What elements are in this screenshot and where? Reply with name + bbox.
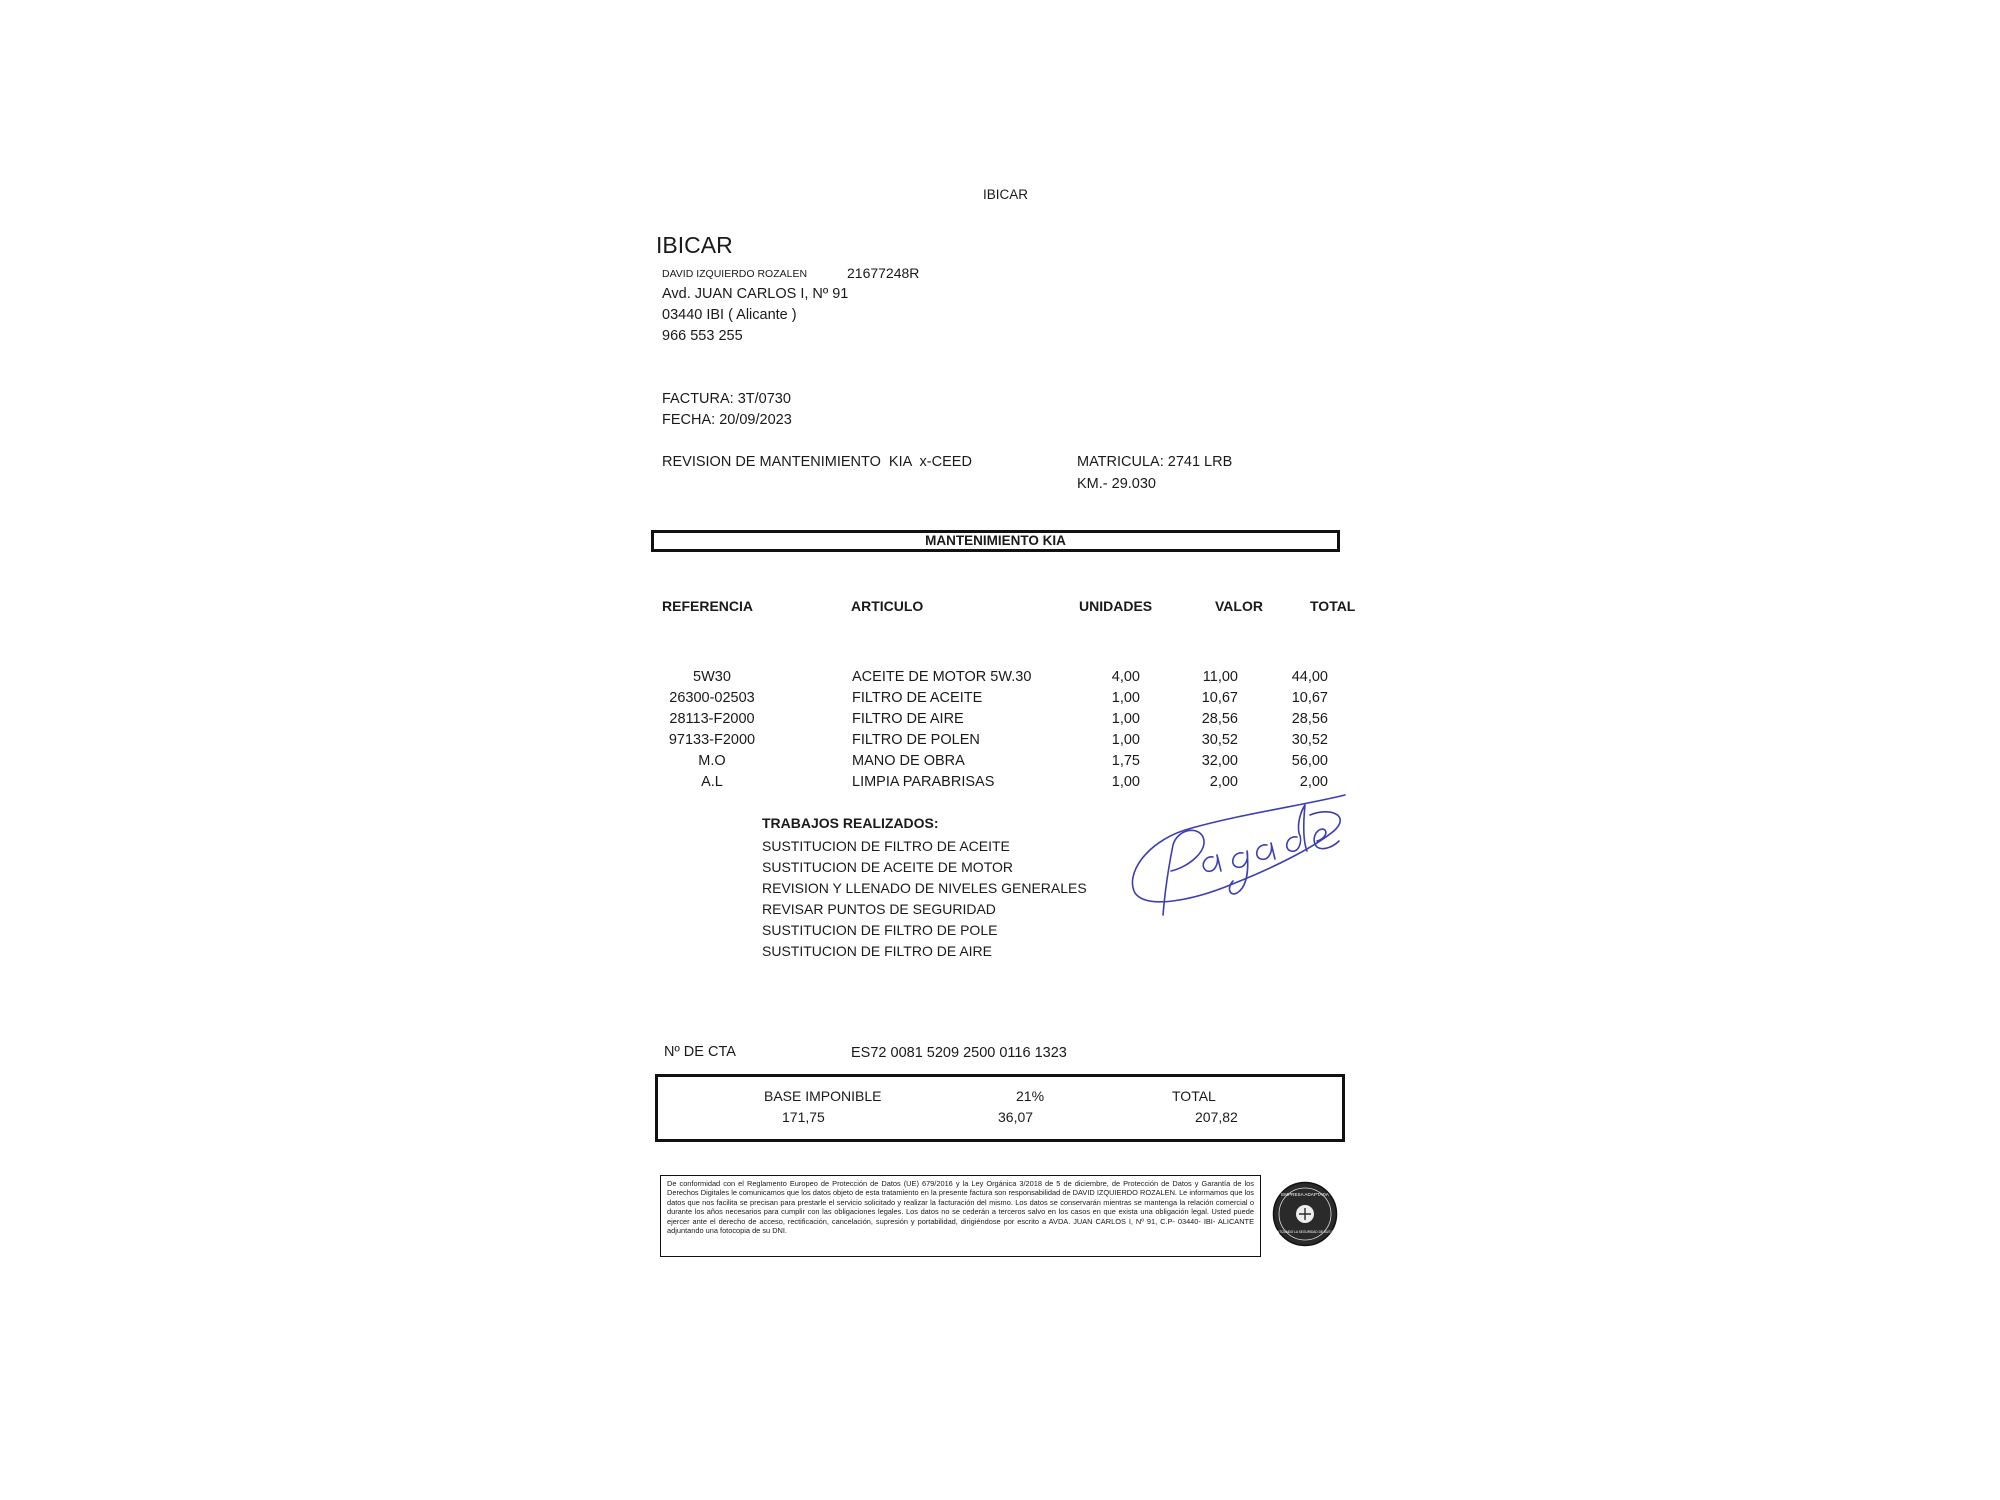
works-item: SUSTITUCION DE FILTRO DE POLE [762,922,998,938]
header-total: TOTAL [1310,598,1356,614]
row-ref: M.O [698,753,726,769]
data-protection-notice: De conformidad con el Reglamento Europeo de Protección de Datos (UE) 679/2016 y la Ley Orgánica 3/2018 de 5 de diciembre, de Protección de Datos y Garantía de los Derechos Digitales le comunicamos que los datos objeto de esta tratamiento en la presente factura son responsabilidad de DAVID IZQUIERDO ROZALEN. Le informamos que los datos que nos facilita se precisan para prestarle el servicio solicitado y realizar la facturación del mismo. Los datos se conservarán mientras se mantenga la relación comercial o durante los años necesarios para cumplir con las obligaciones legales. Los datos no se cederán a terceros salvo en los casos en que exista una obligación legal. Usted puede ejercer ante el derecho de acceso, rectificación, cancelación, supresión y portabilidad, dirigiéndose por escrito a AVDA. JUAN CARLOS I, Nº 91, C.P- 03440- IBI- ALICANTE adjuntando una fotocopia de su DNI. [660,1175,1261,1257]
company-brand: IBICAR [656,232,733,258]
row-article: MANO DE OBRA [852,753,965,769]
row-total: 30,52 [1291,732,1328,748]
header-valor: VALOR [1215,598,1263,614]
data-protection-seal [1267,1181,1343,1247]
header-unidades: UNIDADES [1079,598,1153,614]
row-value: 10,67 [1201,690,1238,706]
vehicle-plate: MATRICULA: 2741 LRB [1077,454,1233,470]
vehicle-km: KM.- 29.030 [1077,476,1156,492]
row-total: 2,00 [1299,774,1328,790]
total-value: 207,82 [1195,1109,1238,1125]
row-article: LIMPIA PARABRISAS [852,774,995,790]
works-item: SUSTITUCION DE FILTRO DE AIRE [762,943,992,959]
paid-signature [1125,775,1350,915]
page-header-company: IBICAR [983,187,1029,202]
works-item: REVISAR PUNTOS DE SEGURIDAD [762,901,996,917]
row-ref: 5W30 [693,669,731,685]
row-article: FILTRO DE AIRE [852,711,964,727]
row-ref: 97133-F2000 [668,732,756,748]
owner-nif: 21677248R [847,265,920,281]
row-value: 30,52 [1201,732,1238,748]
row-units: 1,00 [1111,711,1140,727]
row-article: ACEITE DE MOTOR 5W.30 [852,669,1032,685]
row-value: 28,56 [1201,711,1238,727]
issuer-address: Avd. JUAN CARLOS I, Nº 91 [662,286,849,302]
seal-top-text: EMPRESA ADAPTADA [1281,1192,1329,1197]
row-units: 1,00 [1111,774,1140,790]
header-referencia: REFERENCIA [662,598,754,614]
row-ref: 28113-F2000 [669,711,755,727]
account-label: Nº DE CTA [664,1044,736,1060]
row-ref: 26300-02503 [669,690,755,706]
row-article: FILTRO DE ACEITE [852,690,983,706]
row-article: FILTRO DE POLEN [852,732,980,748]
base-imponible-label: BASE IMPONIBLE [764,1088,882,1104]
invoice-number: FACTURA: 3T/0730 [662,391,791,407]
vat-label: 21% [1016,1088,1045,1104]
vat-value: 36,07 [998,1109,1034,1125]
issuer-phone: 966 553 255 [662,328,743,344]
row-value: 2,00 [1209,774,1238,790]
section-title: MANTENIMIENTO KIA [925,533,1066,548]
row-units: 1,00 [1111,732,1140,748]
row-units: 1,00 [1111,690,1140,706]
row-units: 1,75 [1111,753,1140,769]
row-total: 56,00 [1291,753,1328,769]
account-iban: ES72 0081 5209 2500 0116 1323 [851,1045,1067,1061]
row-ref: A.L [701,774,723,790]
works-item: SUSTITUCION DE FILTRO DE ACEITE [762,838,1010,854]
row-total: 10,67 [1291,690,1328,706]
row-value: 32,00 [1201,753,1238,769]
header-articulo: ARTICULO [851,598,924,614]
base-imponible-value: 171,75 [782,1109,825,1125]
issuer-city: 03440 IBI ( Alicante ) [662,307,797,323]
totals-box [655,1074,1345,1142]
invoice-description: REVISION DE MANTENIMIENTO KIA x-CEED [662,454,972,470]
row-total: 28,56 [1291,711,1328,727]
owner-name: DAVID IZQUIERDO ROZALEN [662,268,808,280]
row-units: 4,00 [1111,669,1140,685]
seal-bottom-text: GARANTIZANDO LA SEGURIDAD DE SUS DATOS [1267,1230,1343,1234]
total-label: TOTAL [1172,1088,1216,1104]
invoice-date: FECHA: 20/09/2023 [662,412,792,428]
works-item: REVISION Y LLENADO DE NIVELES GENERALES [762,880,1087,896]
section-title-box [651,530,1340,552]
row-value: 11,00 [1202,669,1238,685]
works-title: TRABAJOS REALIZADOS: [762,815,939,831]
works-item: SUSTITUCION DE ACEITE DE MOTOR [762,859,1013,875]
row-total: 44,00 [1291,669,1328,685]
